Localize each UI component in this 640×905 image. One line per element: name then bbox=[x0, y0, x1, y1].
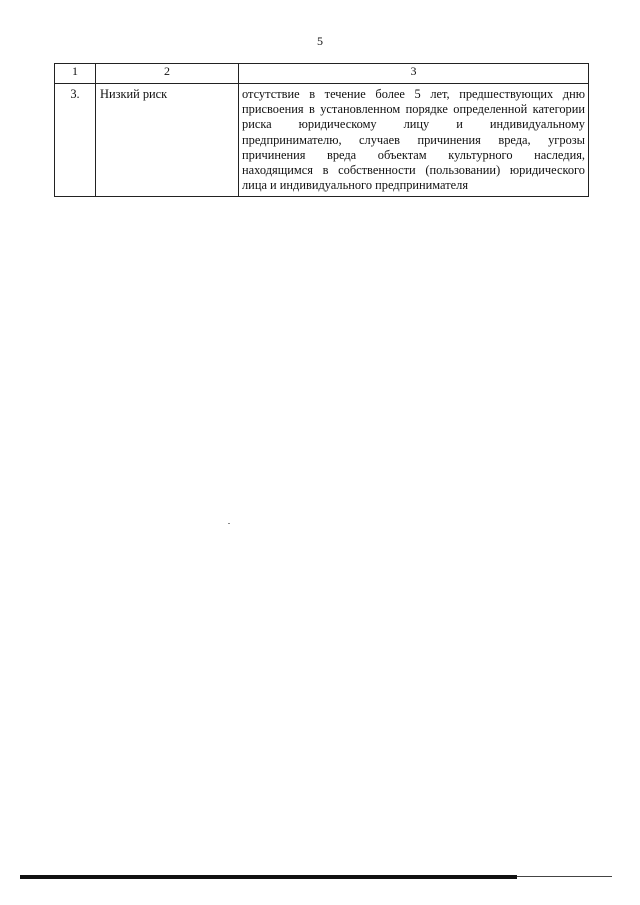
risk-category-table bbox=[54, 63, 589, 197]
risk-category-name: Низкий риск bbox=[96, 84, 239, 197]
bottom-rule bbox=[20, 875, 517, 879]
table-header-row bbox=[55, 64, 589, 84]
bottom-rule-tail bbox=[517, 876, 612, 877]
column-header-3: 3 bbox=[239, 64, 589, 84]
table-row bbox=[55, 84, 589, 197]
page-number: 5 bbox=[317, 34, 323, 48]
risk-category-description: отсутствие в течение более 5 лет, предшествующих дню присвоения в установленном порядке определенной категории риска юридическому лицу и индивидуальному предпринимателю, случаев причинения вреда, угрозы причинения вреда объектам культурного наследия, находящимся в собственности (пользовании) юридического лица и индивидуального предпринимателя bbox=[239, 84, 589, 197]
row-number: 3. bbox=[55, 84, 96, 197]
column-header-1: 1 bbox=[55, 64, 96, 84]
column-header-2: 2 bbox=[96, 64, 239, 84]
scan-speck bbox=[228, 523, 230, 524]
